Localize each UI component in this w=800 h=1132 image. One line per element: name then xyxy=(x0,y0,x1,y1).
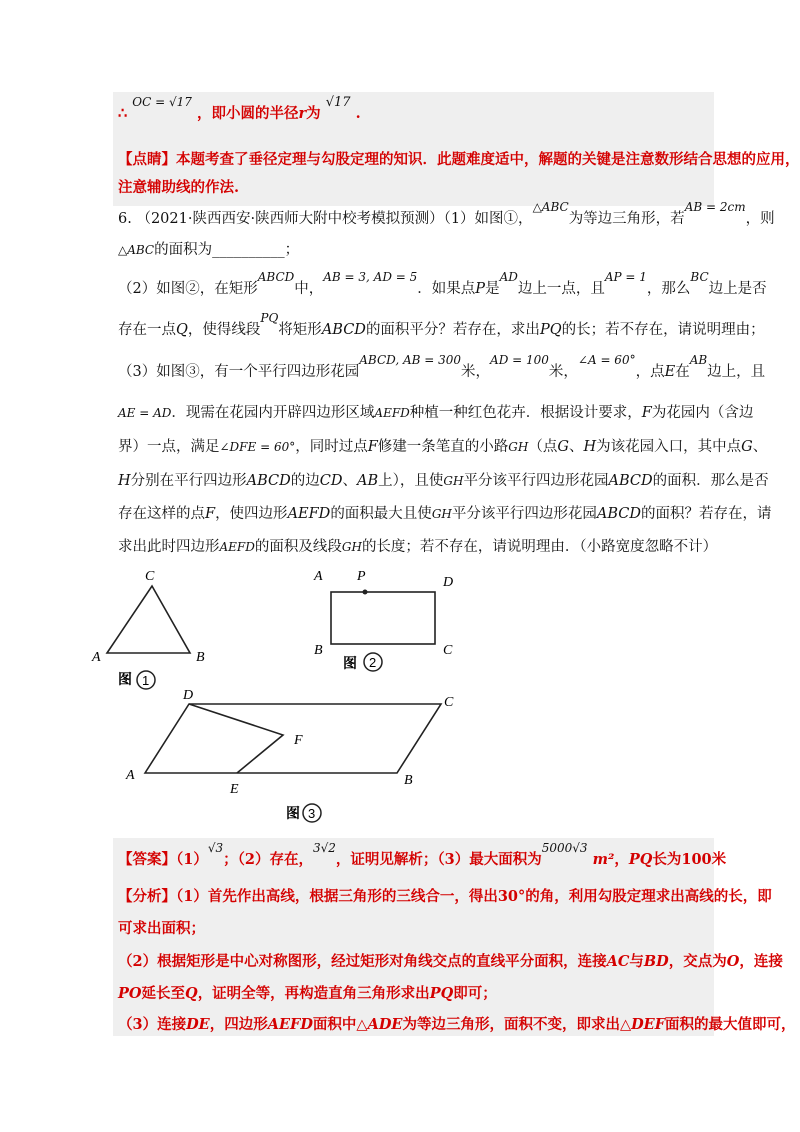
oc-formula: OC = √17 xyxy=(132,95,192,109)
fig2-number: 2 xyxy=(369,655,377,670)
problem-line-6: AE = AD．现需在花园内开辟四边形区域AEFD种植一种红色花卉．根据设计要求，F为花园内（含边 xyxy=(118,405,754,421)
rectangle-abcd xyxy=(331,592,435,644)
figure-3 xyxy=(125,688,454,822)
parallelogram-abcd xyxy=(145,704,441,773)
problem-line-9: 存在这样的点F，使四边形AEFD的面积最大且使GH平分该平行四边形花园ABCD的面积？若存在，请 xyxy=(118,506,772,522)
fig1-label-b: B xyxy=(196,650,205,665)
triangle-abc xyxy=(107,586,190,653)
fig3-number: 3 xyxy=(308,806,316,821)
problem-line-10: 求出此时四边形AEFD的面积及线段GH的长度；若不存在，请说明理由．（小路宽度忽略不计） xyxy=(118,539,718,555)
fig3-label-f: F xyxy=(294,733,303,748)
analysis-line-3: （2）根据矩形是中心对称图形，经过矩形对角线交点的直线平分面积，连接AC与BD，交点为O，连接 xyxy=(118,953,783,970)
problem-line-4: 存在一点Q，使得线段$^{PQ}$将矩形ABCD的面积平分？若存在，求出PQ的长；若不存在，请说明理由； xyxy=(118,311,765,338)
problem-line-5: （3）如图③，有一个平行四边形花园$^{ABCD, AB = 300}$米，$^{AD = 100}$米，$^{\angle A = 60^\circ}$，点E在$^{AB}$边上，且 xyxy=(118,353,766,380)
fig1-number: 1 xyxy=(142,673,150,688)
analysis-line-2: 可求出面积； xyxy=(118,920,205,937)
note-line-1: 【点睛】本题考查了垂径定理与勾股定理的知识．此题难度适中，解题的关键是注意数形结合思想的应用， xyxy=(118,151,800,168)
problem-line-8: H分别在平行四边形ABCD的边CD、AB上），且使GH平分该平行四边形花园ABCD的面积．那么是否 xyxy=(118,473,769,489)
problem-line-1: 6. （2021·陕西西安·陕西师大附中校考模拟预测）（1）如图①，$^{\triangle ABC}$为等边三角形，若$^{AB = 2cm}$，则 xyxy=(118,200,775,227)
fig2-label-c: C xyxy=(443,643,453,658)
fig2-label-p: P xyxy=(357,569,366,584)
answer-label: 【答案】 xyxy=(118,851,176,868)
answer-line: 【答案】$(1)^{√3}$；（2）存在，$^{3√2}$，证明见解析；（3）最大面积为$^{5000√3}$ m²，PQ长为100米 xyxy=(118,841,727,868)
note-line-2: 注意辅助线的作法. xyxy=(118,179,240,196)
problem-number: 6. xyxy=(118,211,132,227)
analysis-line-4: PO延长至Q，证明全等，再构造直角三角形求出PQ即可； xyxy=(118,985,497,1002)
fig3-label-b: B xyxy=(404,773,413,788)
conclusion-line: ∴ $^{OC = √17}$ ，即小圆的半径r为 √17 . xyxy=(118,95,361,122)
fig2-label-d: D xyxy=(443,575,454,590)
path-d-f-e xyxy=(189,704,283,773)
fig1-caption: 图 xyxy=(118,672,132,688)
fig3-caption: 图 xyxy=(286,806,300,822)
fig1-label-c: C xyxy=(145,569,155,584)
fig2-label-b: B xyxy=(314,643,323,658)
problem-line-2: △ABC的面积为__________； xyxy=(118,242,300,258)
fig3-label-c: C xyxy=(444,695,454,710)
fig3-label-a: A xyxy=(126,768,135,783)
fig3-label-d: D xyxy=(183,688,194,703)
figure-2 xyxy=(313,569,453,672)
fig3-label-e: E xyxy=(230,782,239,797)
analysis-label: 【分析】 xyxy=(118,888,176,905)
analysis-line-5: （3）连接DE，四边形AEFD面积中△ADE为等边三角形，面积不变，即求出△DEF面积的最大值即可， xyxy=(118,1016,796,1033)
fig2-label-a: A xyxy=(314,569,323,584)
sqrt17-formula: √17 xyxy=(325,95,351,110)
analysis-line-1: 【分析】（1）首先作出高线，根据三角形的三线合一，得出30°的角，利用勾股定理求出高线的长，即 xyxy=(118,888,772,905)
note-label: 【点睛】 xyxy=(118,151,176,168)
problem-line-3: （2）如图②，在矩形$^{ABCD}$中，$^{AB = 3, AD = 5}$．如果点P是$^{AD}$边上一点，且$^{AP = 1}$，那么$^{BC}$边上是否 xyxy=(118,270,767,297)
fig2-caption: 图 xyxy=(343,656,357,672)
fig1-label-a: A xyxy=(92,650,101,665)
problem-line-7: 界）一点，满足∠DFE = 60°，同时过点F修建一条笔直的小路GH（点G、H为该花园入口，其中点G、 xyxy=(118,439,768,455)
point-p xyxy=(363,590,368,595)
figure-1 xyxy=(91,569,205,689)
